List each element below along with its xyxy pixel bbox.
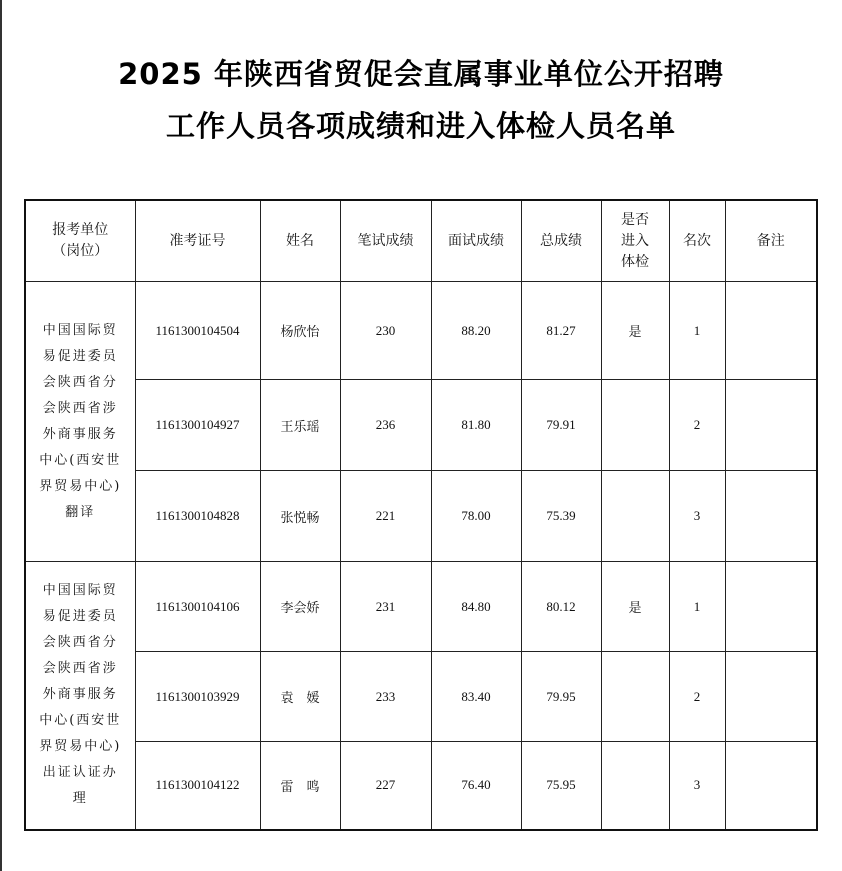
table-row (25, 742, 817, 830)
page-title-line-1: 2025 年陕西省贸促会直属事业单位公开招聘 (118, 57, 724, 91)
table-row (25, 380, 817, 471)
interview-score-cell: 88.20 (431, 282, 521, 380)
total-score-cell: 75.95 (521, 742, 601, 830)
header-name: 姓名 (260, 200, 340, 282)
interview-score-cell: 83.40 (431, 652, 521, 742)
total-score-cell: 75.39 (521, 471, 601, 562)
header-written-score: 笔试成绩 (340, 200, 431, 282)
unit-cell: 中国国际贸 易促进委员 会陕西省分 会陕西省涉 外商事服务 中心(西安世 界贸易中心) 翻译 (25, 282, 135, 562)
remark-cell (725, 380, 817, 471)
total-score-cell: 81.27 (521, 282, 601, 380)
header-exam-id: 准考证号 (135, 200, 260, 282)
physical-exam-cell (601, 742, 669, 830)
header-row (25, 200, 817, 282)
total-score-cell: 79.95 (521, 652, 601, 742)
name-cell: 雷 鸣 (260, 742, 340, 830)
rank-cell: 2 (669, 380, 725, 471)
header-rank: 名次 (669, 200, 725, 282)
rank-cell: 1 (669, 282, 725, 380)
remark-cell (725, 471, 817, 562)
header-interview-score: 面试成绩 (431, 200, 521, 282)
remark-cell (725, 282, 817, 380)
total-score-cell: 79.91 (521, 380, 601, 471)
exam-id-cell: 1161300104122 (135, 742, 260, 830)
written-score-cell: 227 (340, 742, 431, 830)
name-cell: 张悦畅 (260, 471, 340, 562)
name-cell: 杨欣怡 (260, 282, 340, 380)
physical-exam-cell (601, 471, 669, 562)
table-row (25, 562, 817, 652)
interview-score-cell: 78.00 (431, 471, 521, 562)
header-remark: 备注 (725, 200, 817, 282)
written-score-cell: 230 (340, 282, 431, 380)
results-table (24, 199, 818, 831)
header-physical-exam: 是否 进入 体检 (601, 200, 669, 282)
written-score-cell: 233 (340, 652, 431, 742)
name-cell: 王乐瑶 (260, 380, 340, 471)
table-row (25, 652, 817, 742)
interview-score-cell: 76.40 (431, 742, 521, 830)
rank-cell: 2 (669, 652, 725, 742)
rank-cell: 3 (669, 742, 725, 830)
interview-score-cell: 81.80 (431, 380, 521, 471)
exam-id-cell: 1161300104927 (135, 380, 260, 471)
rank-cell: 1 (669, 562, 725, 652)
remark-cell (725, 562, 817, 652)
interview-score-cell: 84.80 (431, 562, 521, 652)
remark-cell (725, 742, 817, 830)
rank-cell: 3 (669, 471, 725, 562)
remark-cell (725, 652, 817, 742)
exam-id-cell: 1161300104106 (135, 562, 260, 652)
exam-id-cell: 1161300103929 (135, 652, 260, 742)
physical-exam-cell (601, 380, 669, 471)
name-cell: 袁 媛 (260, 652, 340, 742)
header-unit: 报考单位 （岗位） (25, 200, 135, 282)
table-row (25, 282, 817, 380)
page-title-line-2: 工作人员各项成绩和进入体检人员名单 (165, 109, 676, 143)
total-score-cell: 80.12 (521, 562, 601, 652)
written-score-cell: 231 (340, 562, 431, 652)
physical-exam-cell: 是 (601, 562, 669, 652)
header-total-score: 总成绩 (521, 200, 601, 282)
written-score-cell: 236 (340, 380, 431, 471)
table-row (25, 471, 817, 562)
exam-id-cell: 1161300104504 (135, 282, 260, 380)
written-score-cell: 221 (340, 471, 431, 562)
name-cell: 李会娇 (260, 562, 340, 652)
physical-exam-cell: 是 (601, 282, 669, 380)
exam-id-cell: 1161300104828 (135, 471, 260, 562)
unit-cell: 中国国际贸 易促进委员 会陕西省分 会陕西省涉 外商事服务 中心(西安世 界贸易中心) 出证认证办 理 (25, 562, 135, 830)
physical-exam-cell (601, 652, 669, 742)
